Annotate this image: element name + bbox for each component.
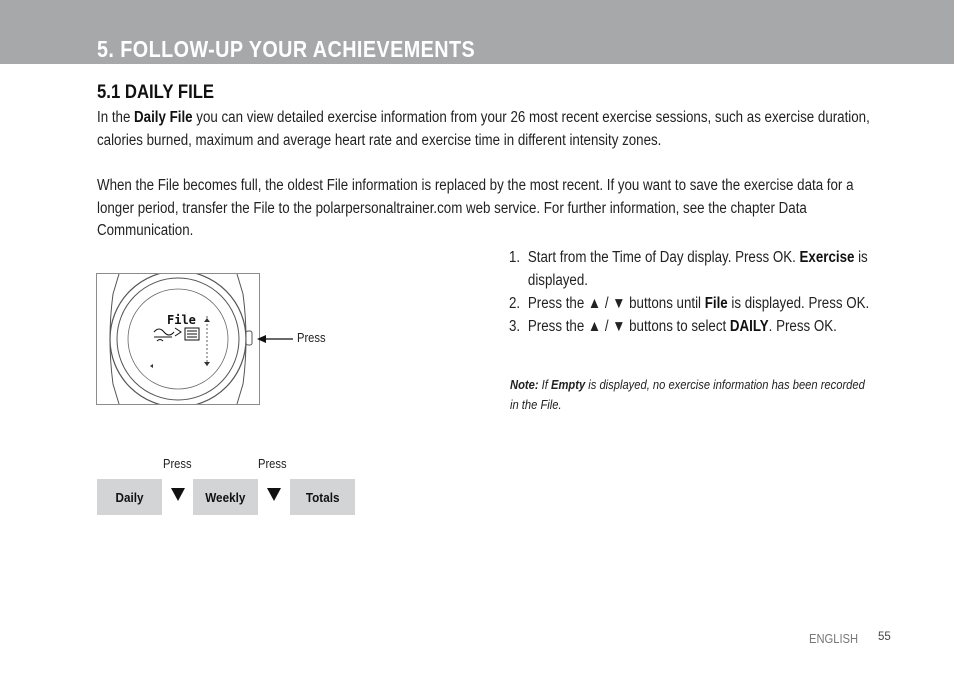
step-text-post: is displayed. Press OK. (727, 295, 870, 312)
intro-p1-post: you can view detailed exercise information from your 26 most recent exercise sessions, such as exercise duration, calories burned, maximum and average heart rate and exercise time in different intensity zones. (97, 109, 870, 149)
flow-box-label: Daily (115, 489, 144, 505)
intro-paragraph-2: When the File becomes full, the oldest File information is replaced by the most recent. If you want to save the exercise data for a longer period, transfer the File to the polarpersonaltrainer.com web service. For further information, see the chapter Data Communication. (97, 177, 854, 239)
intro-paragraph-1 (97, 107, 871, 152)
flow-box-label: Totals (305, 489, 340, 505)
step-text-pre: Start from the Time of Day display. Press OK. (527, 249, 800, 266)
footer-language: ENGLISH (809, 631, 859, 646)
step-item (509, 315, 896, 338)
step-number: 3. (509, 318, 521, 335)
note-label: Note: (510, 377, 539, 392)
note-pre: If (538, 377, 551, 392)
intro-p1-bold: Daily File (134, 109, 193, 126)
down-arrow-icon (267, 488, 281, 501)
footer-page-number: 55 (878, 631, 891, 643)
step-text-post: is displayed. (527, 249, 868, 289)
watch-illustration (96, 273, 260, 405)
note (510, 375, 871, 415)
flow-box-totals (290, 479, 355, 515)
step-text-bold: File (704, 295, 728, 312)
step-number: 2. (509, 295, 521, 312)
down-arrow-icon (171, 488, 185, 501)
flow-press-label-2: Press (258, 456, 287, 471)
steps-list (509, 246, 896, 338)
step-text-bold: Exercise (799, 249, 855, 266)
note-bold: Empty (550, 377, 586, 392)
press-arrow-icon (257, 333, 297, 345)
step-item (509, 246, 896, 292)
watch-press-label: Press (297, 330, 326, 345)
step-text-post: . Press OK. (768, 318, 837, 335)
note-post: is displayed, no exercise information has been recorded in the File. (510, 377, 865, 412)
flow-box-daily (97, 479, 162, 515)
flow-box-weekly (193, 479, 258, 515)
intro-p1-pre: In the (97, 109, 135, 126)
step-text-pre: Press the ▲ / ▼ buttons to select (527, 318, 730, 335)
flow-press-label-1: Press (163, 456, 192, 471)
section-title: 5.1 DAILY FILE (97, 82, 215, 103)
step-text-bold: DAILY (729, 318, 769, 335)
step-item (509, 292, 896, 315)
step-text-pre: Press the ▲ / ▼ buttons until (527, 295, 705, 312)
flow-box-label: Weekly (205, 489, 246, 505)
watch-display-text: File (167, 313, 196, 327)
step-number: 1. (509, 249, 521, 266)
chapter-title: 5. FOLLOW-UP YOUR ACHIEVEMENTS (97, 36, 476, 62)
watch-icon (97, 274, 259, 404)
